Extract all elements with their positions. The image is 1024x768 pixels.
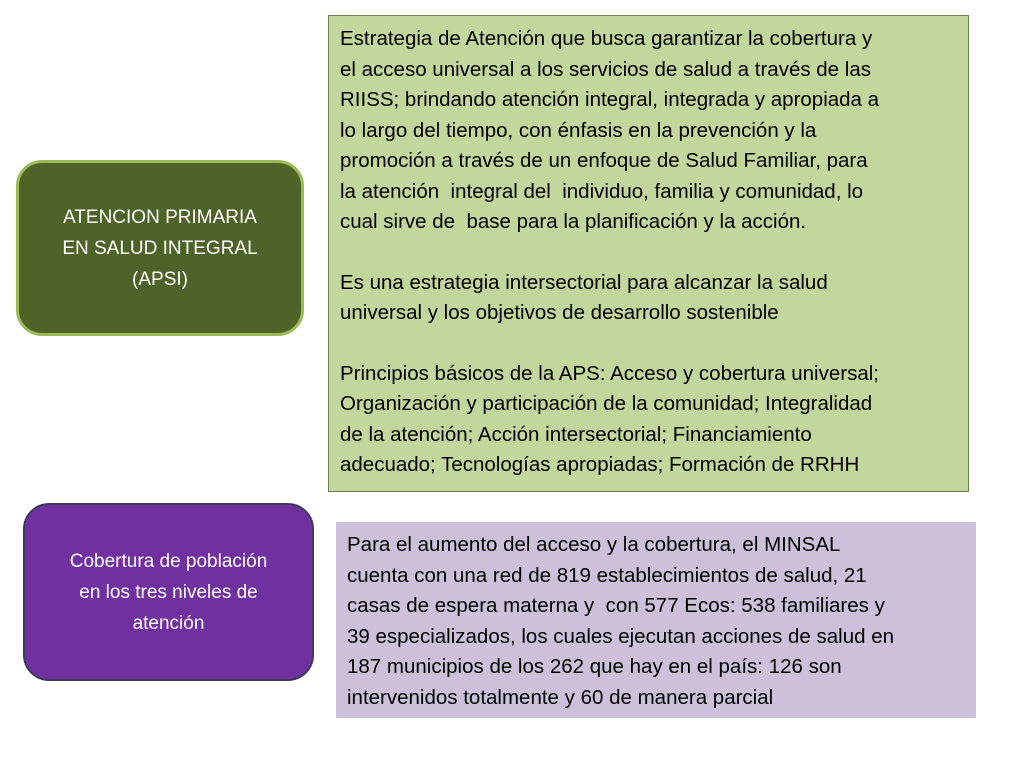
coverage-line: casas de espera materna y con 577 Ecos: 538 familiares y bbox=[347, 594, 885, 617]
apsi-label-line-3: (APSI) bbox=[132, 268, 188, 290]
definition-line: Principios básicos de la APS: Acceso y cobertura universal; bbox=[340, 361, 879, 385]
coverage-line: cuenta con una red de 819 establecimientos de salud, 21 bbox=[347, 563, 867, 587]
coverage-label-box bbox=[23, 503, 314, 681]
definition-line: universal y los objetivos de desarrollo sostenible bbox=[340, 301, 779, 324]
definition-line: RIISS; brindando atención integral, integrada y apropiada a bbox=[340, 88, 880, 111]
coverage-label-line-3: atención bbox=[132, 612, 205, 634]
coverage-line: 187 municipios de los 262 que hay en el país: 126 son bbox=[347, 655, 842, 678]
apsi-label-line-2: EN SALUD INTEGRAL bbox=[62, 237, 258, 259]
apsi-definition-box bbox=[328, 15, 969, 492]
coverage-line: 39 especializados, los cuales ejecutan acciones de salud en bbox=[347, 624, 895, 648]
definition-line: Organización y participación de la comunidad; Integralidad bbox=[340, 392, 873, 415]
definition-line: lo largo del tiempo, con énfasis en la prevención y la bbox=[340, 118, 817, 142]
definition-line: adecuado; Tecnologías apropiadas; Formación de RRHH bbox=[340, 453, 860, 476]
definition-line: Estrategia de Atención que busca garantizar la cobertura y bbox=[340, 27, 873, 50]
definition-line: el acceso universal a los servicios de salud a través de las bbox=[340, 57, 871, 81]
coverage-line: Para el aumento del acceso y la cobertura, el MINSAL bbox=[347, 533, 841, 556]
definition-paragraph-2 bbox=[340, 268, 958, 329]
definition-paragraph-3 bbox=[340, 359, 958, 481]
apsi-label-box bbox=[16, 160, 304, 336]
definition-line: Es una estrategia intersectorial para alcanzar la salud bbox=[340, 270, 828, 294]
definition-line: cual sirve de base para la planificación y la acción. bbox=[340, 210, 807, 233]
definition-paragraph-1 bbox=[340, 24, 958, 238]
definition-line: promoción a través de un enfoque de Salud Familiar, para bbox=[340, 149, 868, 172]
coverage-label-text bbox=[70, 546, 268, 639]
apsi-label-text bbox=[62, 202, 257, 295]
definition-line: la atención integral del individuo, familia y comunidad, lo bbox=[340, 179, 864, 203]
coverage-label-line-1: Cobertura de población bbox=[69, 550, 268, 572]
coverage-line: intervenidos totalmente y 60 de manera parcial bbox=[347, 685, 774, 709]
coverage-label-line-2: en los tres niveles de bbox=[79, 581, 258, 603]
coverage-info-box bbox=[336, 522, 976, 718]
definition-line: de la atención; Acción intersectorial; Financiamiento bbox=[340, 422, 812, 446]
apsi-label-line-1: ATENCION PRIMARIA bbox=[63, 206, 257, 228]
